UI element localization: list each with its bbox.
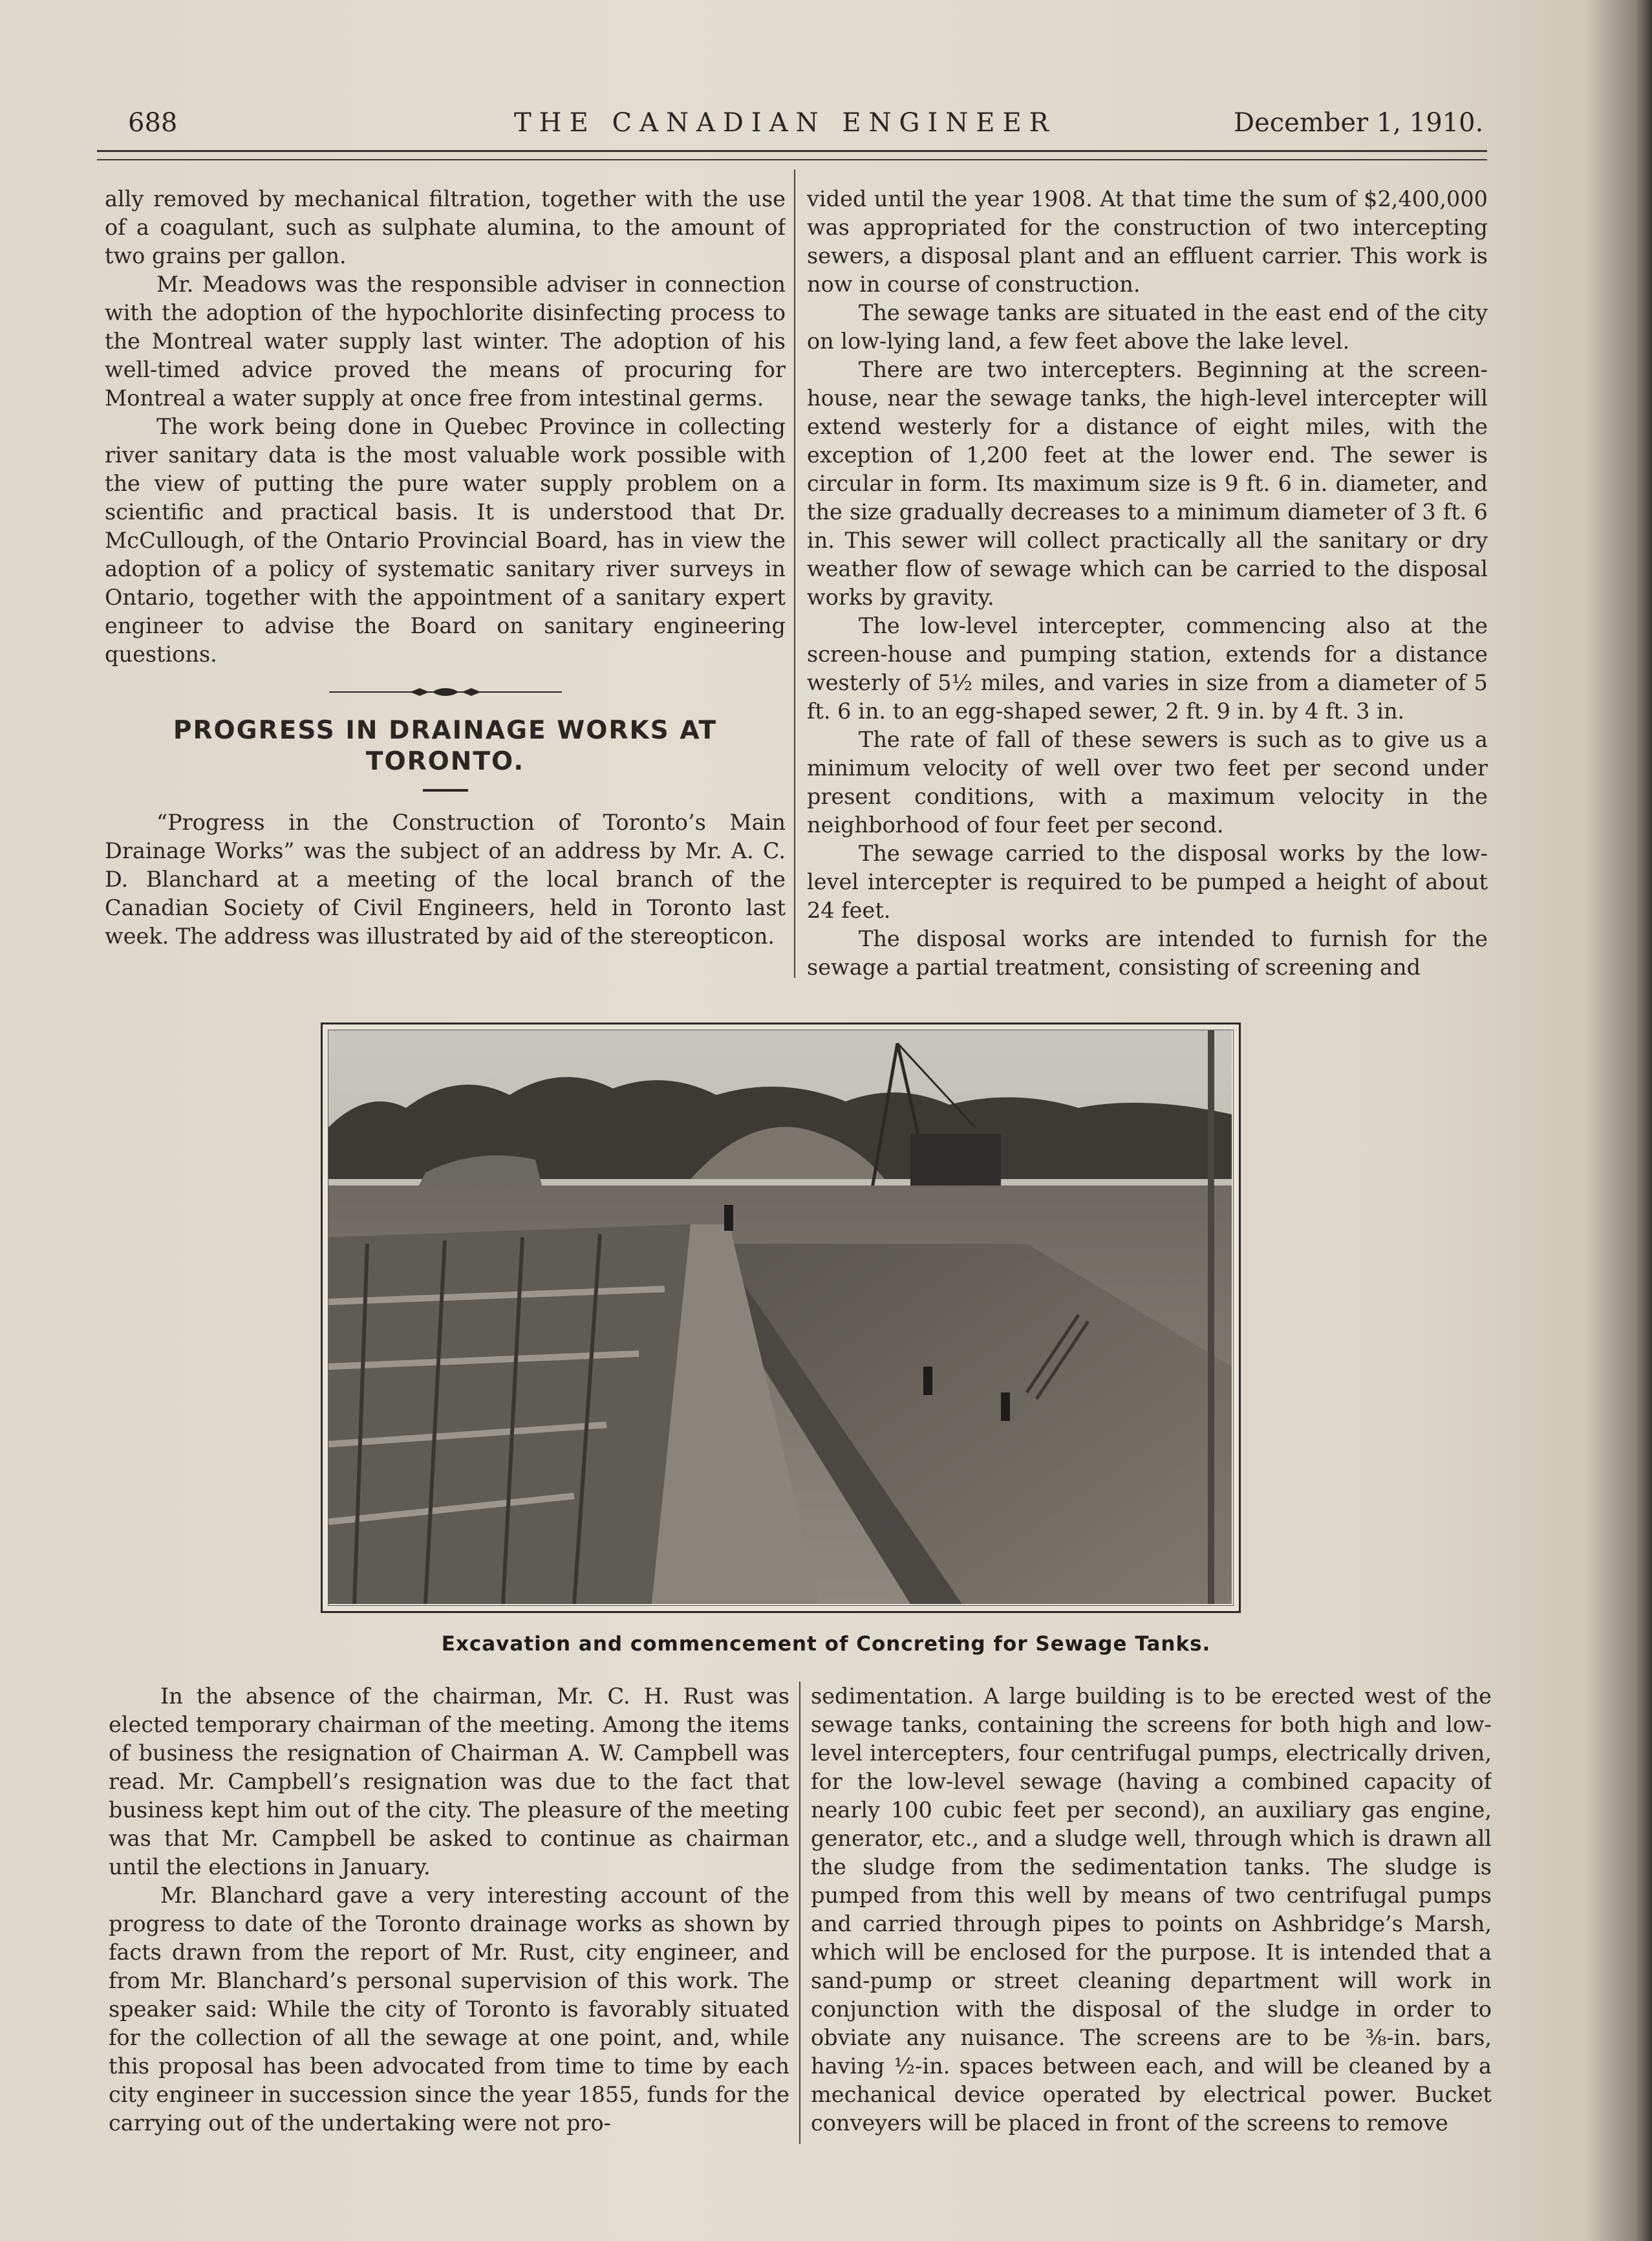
- paragraph: sedimentation. A large building is to be erected west of the sewage tanks, containing the screens for both high and low-level intercepters, four centrifugal pumps, electrically driven, for the low-level sewage (having a combined capacity of nearly 100 cubic feet per second), an auxiliary gas engine, generator, etc., and a sludge well, through which is drawn all the sludge from the sedimentation tanks. The sludge is pumped from this well by means of two centrifugal pumps and carried through pipes to points on Ashbridge’s Marsh, which will be enclosed for the purpose. It is intended that a sand-pump or street cleaning department will work in conjunction with the disposal of the sludge in order to obviate any nuisance. The screens are to be ⅜-in. bars, having ½-in. spaces between each, and will be cleaned by a mechanical device operated by electrical power. Bucket conveyers will be placed in front of the screens to remove: [811, 1683, 1492, 2136]
- photograph: [328, 1030, 1234, 1606]
- issue-date: December 1, 1910.: [1234, 108, 1484, 138]
- column-top-left: [105, 185, 786, 993]
- column-divider: [794, 169, 795, 978]
- page-number: 688: [128, 108, 178, 138]
- paragraph: vided until the year 1908. At that time the sum of $2,400,000 was appropriated for the construction of two intercepting sewers, a disposal plant and an effluent carrier. This work is now in course of construction.: [807, 186, 1488, 297]
- header-rule: [97, 150, 1487, 152]
- column-bottom-right: [811, 1682, 1492, 2148]
- paragraph: The rate of fall of these sewers is such as to give us a minimum velocity of well over two feet per second under present conditions, with a maximum velocity in the neighborhood of four feet per second.: [807, 727, 1488, 838]
- paragraph: The low-level intercepter, commencing also at the screen-house and pumping station, extends for a distance westerly of 5½ miles, and varies in size from a diameter of 5 ft. 6 in. to an egg-shaped sewer, 2 ft. 9 in. by 4 ft. 3 in.: [807, 613, 1488, 724]
- article-headline-line2: TORONTO.: [365, 747, 525, 776]
- paragraph: The sewage carried to the disposal works by the low-level intercepter is required to be pumped a height of about 24 feet.: [807, 841, 1488, 923]
- photograph-frame: [321, 1023, 1241, 1613]
- column-bottom-left: [109, 1682, 789, 2148]
- paragraph: ally removed by mechanical filtration, together with the use of a coagulant, such as sulphate alumina, to the amount of two grains per gallon.: [105, 186, 786, 268]
- article-headline-line1: PROGRESS IN DRAINAGE WORKS AT: [173, 716, 718, 745]
- paragraph: There are two intercepters. Beginning at the screen-house, near the sewage tanks, the high-level intercepter will extend westerly for a distance of eight miles, with the exception of 1,200 feet at the lower end. The sewer is circular in form. Its maximum size is 9 ft. 6 in. diameter, and the size gradually decreases to a minimum diameter of 3 ft. 6 in. This sewer will collect practically all the sanitary or dry weather flow of sewage which can be carried to the disposal works by gravity.: [807, 357, 1488, 610]
- excavation-photo-illustration: [328, 1030, 1232, 1604]
- figure-caption: Excavation and commencement of Concreting for Sewage Tanks.: [441, 1632, 1211, 1656]
- paragraph: In the absence of the chairman, Mr. C. H. Rust was elected temporary chairman of the meeting. Among the items of business the resignation of Chairman A. W. Campbell was read. Mr. Campbell’s resignation was due to the fact that business kept him out of the city. The pleasure of the meeting was that Mr. Campbell be asked to continue as chairman until the elections in January.: [109, 1683, 789, 1879]
- header-rule-thin: [97, 159, 1487, 160]
- column-divider: [799, 1682, 800, 2144]
- article-intro: “Progress in the Construction of Toronto’s Main Drainage Works” was the subject of an address by Mr. A. C. D. Blanchard at a meeting of the local branch of the Canadian Society of Civil Engineers, held in Toronto last week. The address was illustrated by aid of the stereopticon.: [105, 810, 786, 949]
- paragraph: The work being done in Quebec Province in collecting river sanitary data is the most valuable work possible with the view of putting the pure water supply problem on a scientific and practical basis. It is understood that Dr. McCullough, of the Ontario Provincial Board, has in view the adoption of a policy of systematic sanitary river surveys in Ontario, together with the appointment of a sanitary expert engineer to advise the Board on sanitary engineering questions.: [105, 414, 786, 667]
- paragraph: The sewage tanks are situated in the east end of the city on low-lying land, a few feet above the lake level.: [807, 300, 1488, 354]
- column-top-right: [807, 185, 1488, 993]
- publication-title: THE CANADIAN ENGINEER: [514, 108, 1057, 138]
- paragraph: The disposal works are intended to furnish for the sewage a partial treatment, consisting of screening and: [807, 926, 1488, 980]
- ornament-divider: [329, 686, 562, 698]
- headline-rule: [423, 789, 468, 792]
- paragraph: Mr. Blanchard gave a very interesting account of the progress to date of the Toronto drainage works as shown by facts drawn from the report of Mr. Rust, city engineer, and from Mr. Blanchard’s personal supervision of this work. The speaker said: While the city of Toronto is favorably situated for the collection of all the sewage at one point, and, while this proposal has been advocated from time to time by each city engineer in succession since the year 1855, funds for the carrying out of the undertaking were not pro-: [109, 1883, 789, 2136]
- paragraph: Mr. Meadows was the responsible adviser in connection with the adoption of the hypochlorite disinfecting process to the Montreal water supply last winter. The adoption of his well-timed advice proved the means of procuring for Montreal a water supply at once free from intestinal germs.: [105, 272, 786, 411]
